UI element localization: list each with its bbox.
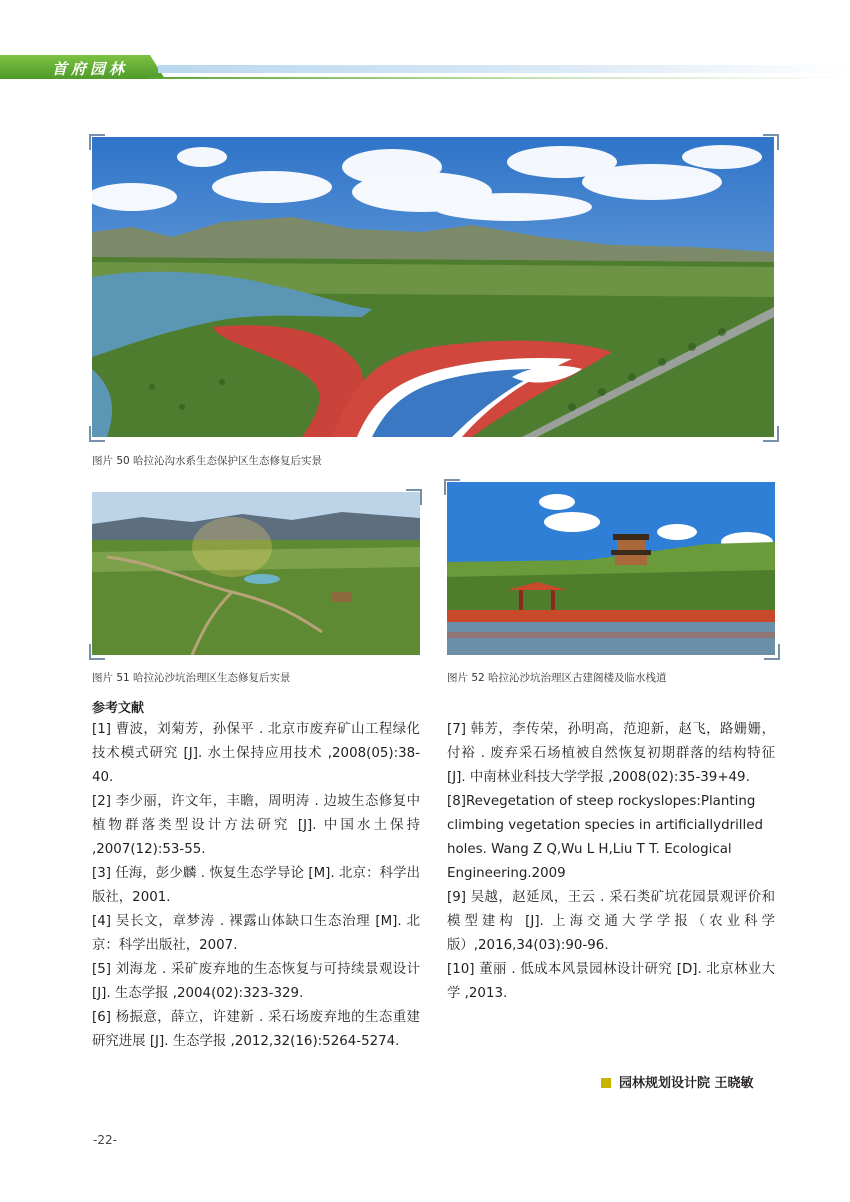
page-number: -22- <box>93 1133 117 1147</box>
frame-corner <box>764 644 780 660</box>
reference-item: [3] 任海，彭少麟 . 恢复生态学导论 [M]. 北京：科学出版社，2001. <box>92 866 420 905</box>
reference-item: [6] 杨振意，薛立，许建新 . 采石场废弃地的生态重建研究进展 [J]. 生态学报 ,2012,32(16):5264-5274. <box>92 1010 420 1049</box>
banner-rule <box>150 77 850 79</box>
reference-item: [7] 韩芳，李传荣，孙明高，范迎新，赵飞，路姗姗，付裕 . 废弃采石场植被自然恢复初期群落的结构特征 [J]. 中南林业科技大学学报 ,2008(02):35-39+49. <box>447 722 775 785</box>
figure-52-caption: 图片 52 哈拉沁沙坑治理区古建阁楼及临水栈道 <box>447 672 667 684</box>
reference-item: [10] 董丽 . 低成本风景园林设计研究 [D]. 北京林业大学 ,2013. <box>447 962 775 1001</box>
reference-item: [1] 曹波，刘菊芳，孙保平 . 北京市废弃矿山工程绿化技术模式研究 [J]. 水土保持应用技术 ,2008(05):38-40. <box>92 722 420 785</box>
frame-corner <box>763 426 779 442</box>
reference-item: [4] 吴长文，章梦涛 . 裸露山体缺口生态治理 [M]. 北京：科学出版社，2007. <box>92 914 420 953</box>
author-credit <box>601 1072 754 1091</box>
frame-corner <box>444 479 460 495</box>
magazine-title: 首府园林 <box>52 60 129 78</box>
references-right-column <box>447 718 775 1006</box>
figure-51-photo <box>92 492 420 655</box>
figure-51-caption: 图片 51 哈拉沁沙坑治理区生态修复后实景 <box>92 672 291 684</box>
reference-item: [5] 刘海龙 . 采矿废弃地的生态恢复与可持续景观设计 [J]. 生态学报 ,2004(02):323-329. <box>92 962 420 1001</box>
references-left-column <box>92 718 420 1054</box>
frame-corner <box>763 134 779 150</box>
author-name: 园林规划设计院 王晓敏 <box>619 1076 754 1091</box>
frame-corner <box>89 644 105 660</box>
frame-corner <box>89 134 105 150</box>
banner-stripe <box>158 65 850 73</box>
figure-50-caption: 图片 50 哈拉沁沟水系生态保护区生态修复后实景 <box>92 455 323 467</box>
author-marker-square <box>601 1078 611 1088</box>
figure-52-photo <box>447 482 775 655</box>
reference-item: [2] 李少丽，许文年，丰瞻，周明涛 . 边坡生态修复中植物群落类型设计方法研究 [J]. 中国水土保持 ,2007(12):53-55. <box>92 794 420 857</box>
header-banner <box>0 55 850 81</box>
figure-50-photo <box>92 137 774 437</box>
reference-item: [8]Revegetation of steep rockyslopes:Planting climbing vegetation species in artificiallydrilled holes. Wang Z Q,Wu L H,Liu T T. Ecological Engineering.2009 <box>447 794 763 881</box>
reference-item: [9] 吴越，赵延凤，王云 . 采石类矿坑花园景观评价和模型建构 [J]. 上海交通大学学报（农业科学版）,2016,34(03):90-96. <box>447 890 775 953</box>
references-heading: 参考文献 <box>92 701 145 716</box>
frame-corner <box>89 426 105 442</box>
frame-corner <box>406 489 422 505</box>
